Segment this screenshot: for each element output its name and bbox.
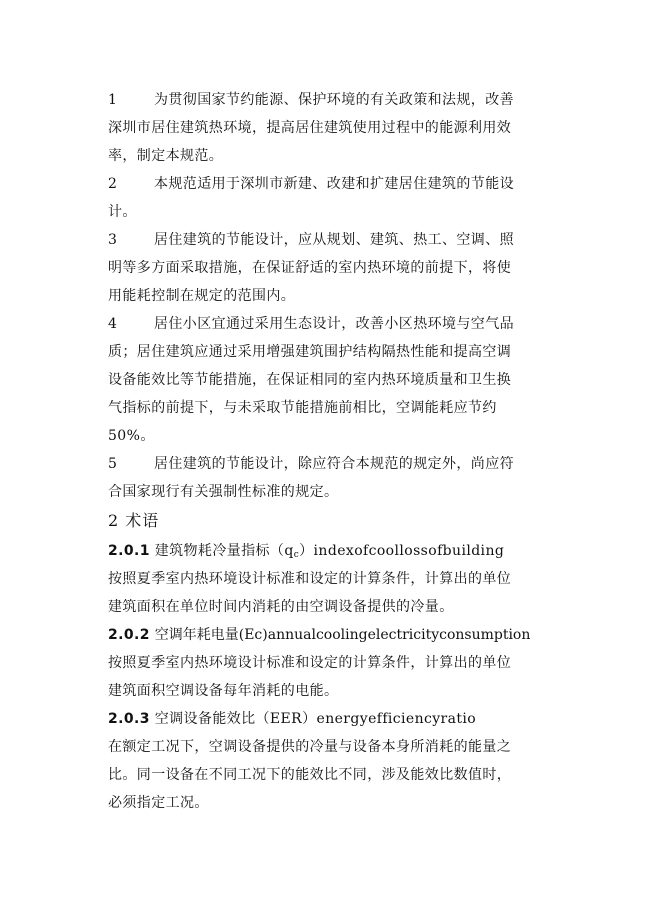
clause-number: 1 [108,92,118,108]
term-number: 2.0.2 [108,627,150,643]
clause-2-line-2: 计。 [108,204,137,220]
term-title-cn: 建筑物耗冷量指标（q [154,543,294,559]
term-2-0-3-title [108,709,538,729]
clause-number: 2 [108,176,118,192]
clause-4-line-3: 设备能效比等节能措施，在保证相同的室内热环境质量和卫生换 [108,372,512,388]
term-2-0-1-line-1: 按照夏季室内热环境设计标准和设定的计算条件，计算出的单位 [108,571,512,587]
clause-text: 居住小区宜通过采用生态设计，改善小区热环境与空气品 [154,316,514,332]
term-number: 2.0.3 [108,711,150,727]
clause-number: 4 [108,316,118,332]
term-2-0-2-line-1: 按照夏季室内热环境设计标准和设定的计算条件，计算出的单位 [108,655,512,671]
clause-number: 5 [108,456,118,472]
clause-4-line-5: 50%。 [108,428,155,444]
clause-text: 居住建筑的节能设计，除应符合本规范的规定外，尚应符 [154,456,514,472]
term-2-0-1-title [108,541,538,565]
clause-5-line-2: 合国家现行有关强制性标准的规定。 [108,484,339,500]
term-title-en: ）indexofcoollossofbuilding [299,543,505,559]
term-title: 空调设备能效比（EER）energyefficiencyratio [154,711,477,727]
clause-4-line-2: 质；居住建筑应通过采用增强建筑围护结构隔热性能和提高空调 [108,344,512,360]
term-2-0-2-title [108,625,538,645]
clause-2-line-1 [108,174,538,194]
clause-5-line-1 [108,454,538,474]
term-title [155,543,504,559]
clause-text: 居住建筑的节能设计，应从规划、建筑、热工、空调、照 [154,232,514,248]
clause-number: 3 [108,232,118,248]
clause-1-line-2: 深圳市居住建筑热环境，提高居住建筑使用过程中的能源利用效 [108,120,512,136]
term-title-subscript: c [293,550,300,560]
term-title: 空调年耗电量(Ec)annualcoolingelectricityconsumption [154,627,531,643]
term-number: 2.0.1 [108,543,150,559]
term-2-0-2-line-2: 建筑面积空调设备每年消耗的电能。 [108,683,339,699]
clause-3-line-3: 用能耗控制在规定的范围内。 [108,288,296,304]
clause-1-line-1 [108,90,538,110]
term-2-0-1-line-2: 建筑面积在单位时间内消耗的由空调设备提供的冷量。 [108,599,454,615]
section-heading: 2 术语 [108,511,160,530]
clause-4-line-4: 气指标的前提下，与未采取节能措施前相比，空调能耗应节约 [108,400,497,416]
term-2-0-3-line-2: 比。同一设备在不同工况下的能效比不同，涉及能效比数值时， [108,767,512,783]
clause-1-line-3: 率，制定本规范。 [108,148,224,164]
clause-text: 为贯彻国家节约能源、保护环境的有关政策和法规，改善 [154,92,514,108]
term-2-0-3-line-3: 必须指定工况。 [108,795,209,811]
clause-text: 本规范适用于深圳市新建、改建和扩建居住建筑的节能设 [154,176,514,192]
clause-4-line-1 [108,314,538,334]
clause-3-line-1 [108,230,538,250]
term-2-0-3-line-1: 在额定工况下，空调设备提供的冷量与设备本身所消耗的能量之 [108,739,512,755]
clause-3-line-2: 明等多方面采取措施，在保证舒适的室内热环境的前提下，将使 [108,260,512,276]
